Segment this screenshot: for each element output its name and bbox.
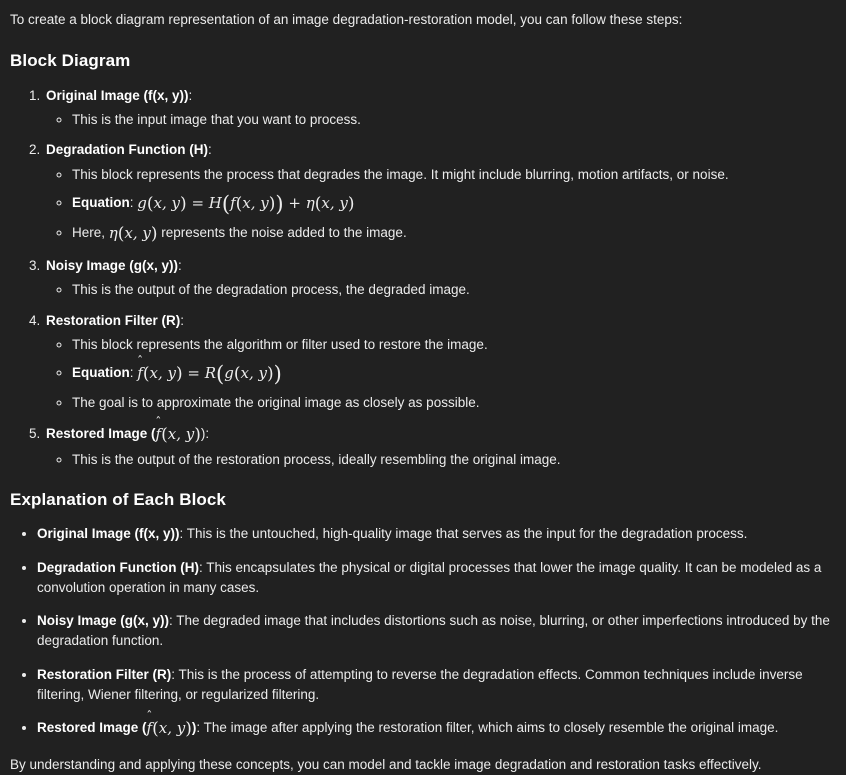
list-item: [44, 311, 836, 414]
step-title: Original Image (f(x, y)): [46, 87, 189, 103]
step-title: Noisy Image (g(x, y)): [46, 258, 179, 274]
subitem-text: This block represents the algorithm or filter used to restore the image.: [72, 336, 488, 352]
bullet-description: : The image after applying the restoration filter, which aims to closely resemble the original image.: [196, 720, 779, 736]
equation-label-suffix: :: [129, 365, 134, 381]
block-diagram-steps: [10, 86, 836, 469]
equation-label: Equation: [72, 194, 130, 210]
list-item: [72, 280, 836, 300]
list-item: [72, 110, 836, 130]
outro-paragraph: By understanding and applying these concepts, you can model and tackle image degradation and restoration tasks effectively.: [10, 756, 762, 772]
step-subitems: [46, 335, 836, 414]
section-heading-block-diagram: Block Diagram: [10, 51, 131, 71]
section-heading-explanation: Explanation of Each Block: [10, 489, 226, 509]
inline-math-restored: f ˆ (x, y): [155, 415, 201, 445]
list-item: [37, 524, 836, 544]
equation-label: Equation: [72, 365, 130, 381]
step-subitems: [46, 280, 836, 300]
list-item: [44, 86, 836, 131]
step-subitems: [46, 110, 836, 130]
equation-degradation: g(x, y) = H(f(x, y)) + η(x, y): [137, 191, 355, 216]
step-title-suffix: :: [180, 312, 185, 328]
bullet-term-prefix: Restored Image (: [37, 720, 147, 736]
list-item: [72, 393, 836, 413]
list-item: [37, 558, 836, 599]
subitem-text: This is the input image that you want to process.: [72, 112, 361, 127]
step-title-suffix: :: [188, 87, 193, 103]
inline-math-noise: η(x, y): [108, 224, 158, 245]
subitem-text: This is the output of the restoration process, ideally resembling the original image.: [72, 451, 561, 467]
bullet-term: Original Image (f(x, y)): [37, 526, 180, 542]
list-item: [72, 451, 836, 469]
bullet-description: : This encapsulates the physical or digital processes that lower the image quality. It can be modeled as a convolution operation in many cases.: [37, 559, 822, 595]
list-item-equation: [72, 190, 836, 218]
list-item: [44, 415, 836, 469]
equation-label-suffix: :: [129, 194, 134, 210]
list-item: [44, 140, 836, 246]
step-title-suffix: ):: [200, 425, 210, 441]
step-title-suffix: :: [178, 258, 182, 274]
bullet-description: : The degraded image that includes distortions such as noise, blurring, or other imperfections introduced by the degradation function.: [37, 613, 830, 649]
bullet-description: : This is the process of attempting to reverse the degradation effects. Common techniques include inverse filtering, Wiener filtering, or regularized filtering.: [37, 666, 803, 702]
subitem-text: This block represents the process that degrades the image. It might include blurring, motion artifacts, or noise.: [72, 166, 729, 182]
list-item: [37, 709, 836, 741]
list-item: [37, 665, 836, 706]
step-title-suffix: :: [208, 142, 212, 158]
step-subitems: [46, 451, 836, 469]
bullet-term-suffix: ): [191, 720, 197, 736]
subitem-suffix: represents the noise added to the image.: [157, 225, 407, 241]
list-item: [44, 256, 836, 301]
inline-math-restored: f ˆ (x, y): [146, 709, 192, 740]
explanation-bullets: [10, 524, 836, 741]
subitem-prefix: Here,: [72, 225, 109, 241]
subitem-text: The goal is to approximate the original image as closely as possible.: [72, 395, 480, 411]
list-item: [72, 223, 836, 246]
list-item-equation: [72, 354, 836, 388]
intro-paragraph: To create a block diagram representation of an image degradation-restoration model, you can follow these steps:: [10, 12, 683, 27]
equation-restoration: f ˆ (x, y) = R(g(x, y)): [136, 354, 282, 387]
list-item: [37, 611, 836, 652]
list-item: [72, 335, 836, 355]
bullet-term: Noisy Image (g(x, y)): [37, 613, 170, 629]
subitem-text: This is the output of the degradation process, the degraded image.: [72, 282, 470, 298]
step-title: Degradation Function (H): [46, 142, 208, 158]
list-item: [72, 165, 836, 185]
step-title: Restoration Filter (R): [46, 312, 181, 328]
bullet-description: : This is the untouched, high-quality image that serves as the input for the degradation process.: [179, 526, 748, 542]
step-title-prefix: Restored Image (: [46, 425, 156, 441]
bullet-term: Degradation Function (H): [37, 559, 199, 575]
bullet-term: Restoration Filter (R): [37, 666, 172, 682]
step-subitems: [46, 165, 836, 247]
